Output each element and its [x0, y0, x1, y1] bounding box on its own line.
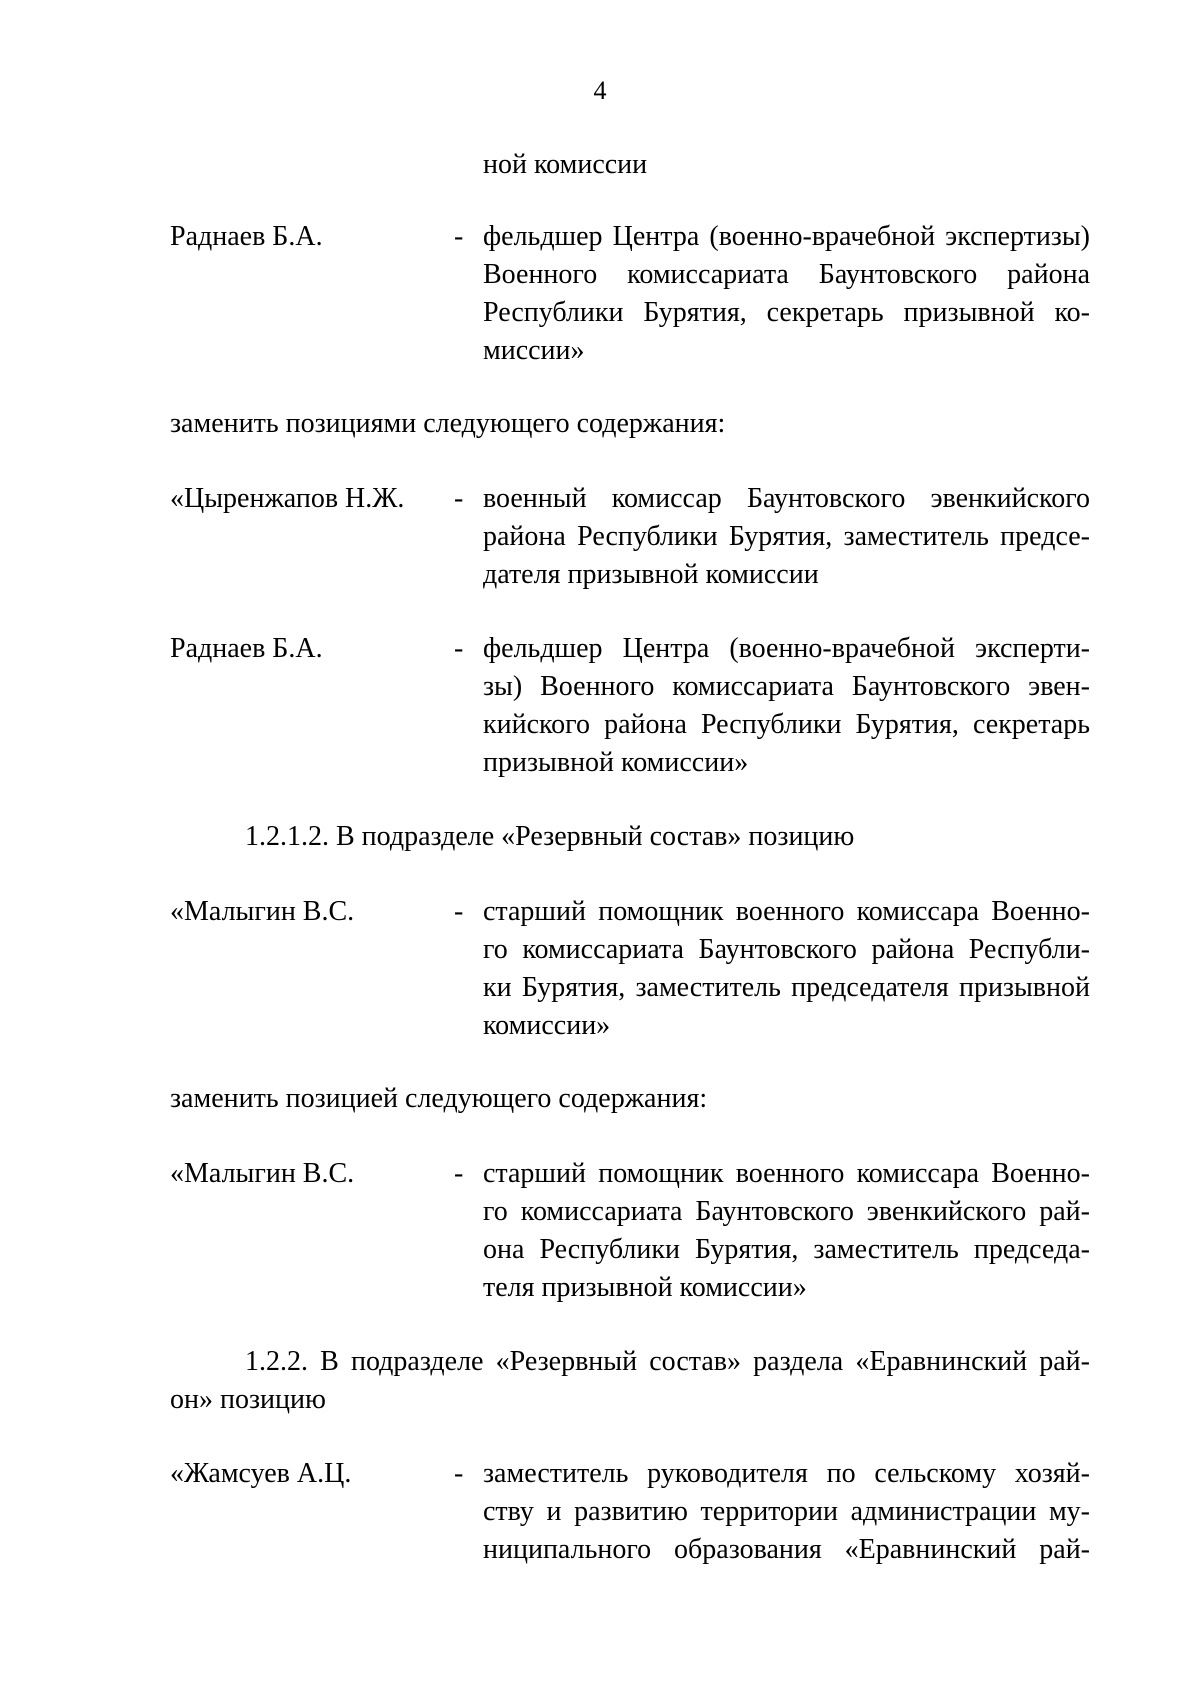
- desc-line: ки Бурятия, заместитель председателя призывной: [483, 972, 1090, 1003]
- entry-dash: -: [454, 1158, 464, 1189]
- entry-description: [483, 1455, 1090, 1569]
- desc-line: заместитель руководителя по сельскому хозяй-: [483, 1458, 1090, 1489]
- desc-line: военный комиссар Баунтовского эвенкийского: [483, 483, 1090, 514]
- continuation-text: ной комиссии: [483, 149, 648, 180]
- entry-name: «Малыгин В.С.: [170, 1158, 355, 1189]
- section-1-2-1-2: 1.2.1.2. В подразделе «Резервный состав» позицию: [245, 821, 855, 852]
- desc-line: кийского района Республики Бурятия, секретарь: [483, 709, 1090, 740]
- entry-dash: -: [454, 896, 464, 927]
- entry-description: [483, 1155, 1090, 1307]
- section-1-2-2: 1.2.2. В подразделе «Резервный состав» раздела «Еравнинский рай-: [245, 1346, 1090, 1377]
- entry-description: [483, 893, 1090, 1045]
- entry-dash: -: [454, 483, 464, 514]
- desc-line: старший помощник военного комиссара Военно-: [483, 1158, 1090, 1189]
- page-number: 4: [593, 76, 607, 105]
- entry-description: [483, 480, 1090, 594]
- replace-position-text: заменить позицией следующего содержания:: [170, 1083, 708, 1114]
- section-1-2-2-continued: он» позицию: [170, 1384, 326, 1415]
- desc-line: ству и развитию территории администрации му-: [483, 1496, 1090, 1527]
- desc-line: старший помощник военного комиссара Военно-: [483, 896, 1090, 927]
- desc-line: го комиссариата Баунтовского эвенкийского рай-: [483, 1196, 1090, 1227]
- desc-line: миссии»: [483, 335, 585, 366]
- desc-line: зы) Военного комиссариата Баунтовского эвен-: [483, 671, 1090, 702]
- entry-dash: -: [454, 221, 464, 252]
- desc-line: района Республики Бурятия, заместитель предсе-: [483, 521, 1090, 552]
- desc-line: комиссии»: [483, 1010, 611, 1041]
- desc-line: ниципального образования «Еравнинский рай-: [483, 1534, 1090, 1565]
- entry-name: «Цыренжапов Н.Ж.: [170, 483, 405, 514]
- entry-name: Раднаев Б.А.: [170, 221, 323, 252]
- entry-name: Раднаев Б.А.: [170, 633, 323, 664]
- desc-line: го комиссариата Баунтовского района Республи-: [483, 934, 1090, 965]
- entry-description: [483, 218, 1090, 370]
- replace-positions-text: заменить позициями следующего содержания:: [170, 408, 726, 439]
- entry-description: [483, 630, 1090, 782]
- entry-dash: -: [454, 633, 464, 664]
- desc-line: теля призывной комиссии»: [483, 1272, 807, 1303]
- desc-line: фельдшер Центра (военно-врачебной экспертизы): [483, 221, 1090, 252]
- entry-name: «Жамсуев А.Ц.: [170, 1458, 352, 1489]
- desc-line: она Республики Бурятия, заместитель председа-: [483, 1234, 1090, 1265]
- desc-line: фельдшер Центра (военно-врачебной эксперти-: [483, 633, 1090, 664]
- desc-line: Республики Бурятия, секретарь призывной ко-: [483, 297, 1090, 328]
- desc-line: дателя призывной комиссии: [483, 559, 819, 590]
- desc-line: призывной комиссии»: [483, 747, 749, 778]
- desc-line: Военного комиссариата Баунтовского района: [483, 259, 1090, 290]
- entry-name: «Малыгин В.С.: [170, 896, 355, 927]
- entry-dash: -: [454, 1458, 464, 1489]
